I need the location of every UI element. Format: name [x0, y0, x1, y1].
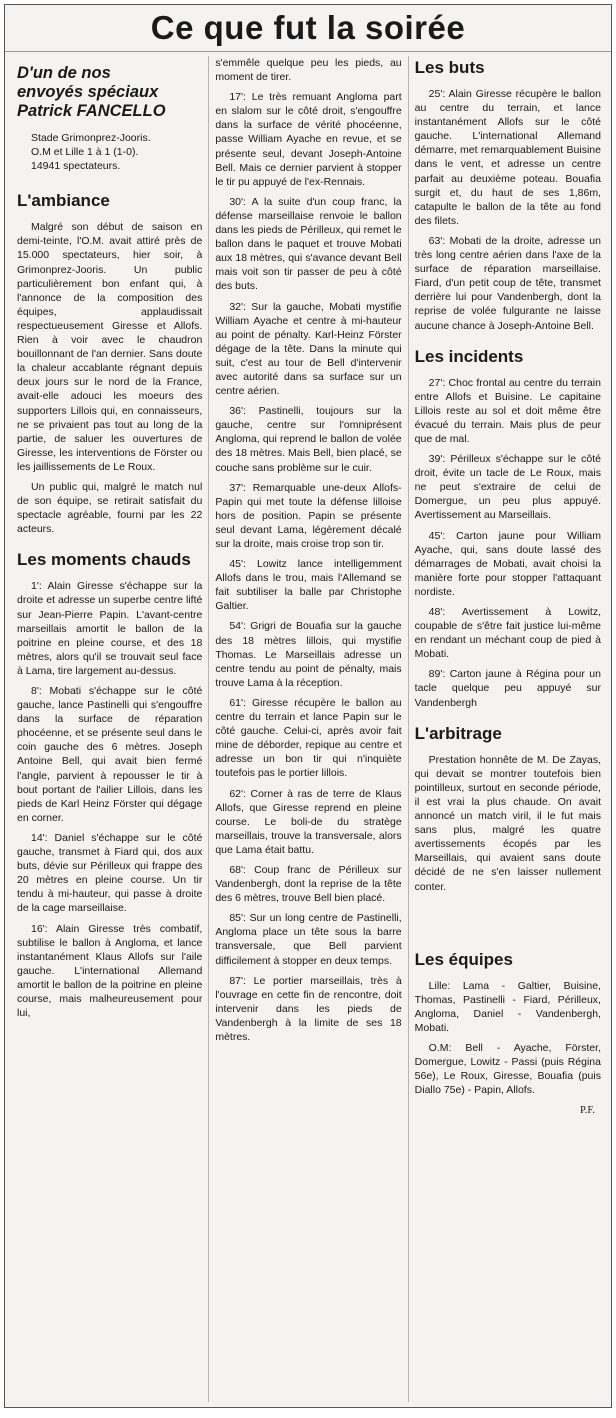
section-title-arbitrage: L'arbitrage [414, 723, 502, 743]
moment-paragraph: 85': Sur un long centre de Pastinelli, Angloma place un tête sous la barre transversale, que Bell parvient difficilement à stopper en deux temps. [215, 912, 402, 967]
moment-paragraph: 8': Mobati s'échappe sur le côté gauche, lance Pastinelli qui s'engouffre dans la surface de réparation phocéenne, et se présente seul dans le coin gauche des 6 mètres. Joseph Antoine Bell, qui avait bien fermé l'angle, parvient à repousser le tir à bout portant de l'ailier Lillois, dans les pieds de Karl Heinz Förster qui dégage en corner. [17, 685, 203, 824]
moment-paragraph: 62': Corner à ras de terre de Klaus Allofs, que Giresse reprend en pleine course. Le boli-de du stratège marseillais, trouve la transversale, alors que Lama était battu. [215, 787, 402, 856]
incident-paragraph: 45': Carton jaune pour William Ayache, qui, sans doute lassé des démarrages de Mobati, avait choisi la manière forte pour stopper l'attaquant nordiste. [414, 529, 601, 598]
moment-paragraph: 16': Alain Giresse très combatif, subtilise le ballon à Angloma, et lance instantanément Klaus Allofs sur l'aile gauche. L'international Allemand amortit le ballon de la poitrine en pleine course, mais malheureusement pour lui, [17, 922, 203, 1020]
section-title-buts: Les buts [414, 58, 485, 77]
moment-paragraph: 87': Le portier marseillais, très à l'ouvrage en cette fin de rencontre, doit intervenir dans les pieds de Vandenbergh à la limite de ses 18 mètres. [215, 974, 402, 1043]
goal-paragraph: 25': Alain Giresse récupère le ballon au centre du terrain, et lance instantanément Allofs sur le côté gauche. L'international Allemand démarre, met remarquablement Buisine dans le vent, et adresse un centre parfait au deuxième poteau. Bouafia surgit et, du haut de ses 1,86m, catapulte le ballon de la tête au fond des filets. [414, 88, 601, 227]
match-stadium: Stade Grimonprez-Jooris. [31, 132, 151, 144]
teams [415, 979, 601, 1098]
team-lille: Lille: Lama - Galtier, Buisine, Thomas, Pastinelli - Fiard, Périlleux, Angloma, Daniel - Vandenbergh, Mobati. [414, 979, 601, 1034]
article-columns [5, 52, 611, 1402]
referee-paragraph: Prestation honnête de M. De Zayas, qui devait se montrer toutefois bien pointilleux, surtout en seconde période, il est vrai la plus chaude. On avait annoncé un match viril, il le fut mais sans plus, malgré les quatre avertissements écopés par les Marseillais, qui avaient sans doute décidé de ne s'en laisser nullement conter. [414, 753, 601, 893]
moment-paragraph: 54': Grigri de Bouafia sur la gauche des 18 mètres lillois, qui mystifie Thomas. Le Marseillais adresse un centre tendu au point de pénalty, mais trouve Lama à la réception. [215, 620, 402, 689]
section-title-incidents: Les incidents [414, 346, 524, 366]
byline-line: D'un de nos [17, 64, 111, 82]
incident-paragraph: 27': Choc frontal au centre du terrain entre Allofs et Buisine. Le capitaine Lillois reste au sol et doit même être évacué du terrain. Mais plus de peur que de mal. [414, 376, 601, 445]
match-attendance: 14941 spectateurs. [31, 160, 121, 173]
column-3 [408, 56, 607, 1402]
moment-paragraph: 68': Coup franc de Périlleux sur Vandenbergh, dont la reprise de la tête des 6 mètres, trouve Bell bien placé. [215, 863, 402, 905]
column-spacer [415, 900, 601, 936]
match-info [17, 131, 202, 173]
moment-paragraph: 30': A la suite d'un coup franc, la défense marseillaise renvoie le ballon dans les pieds de Périlleux, qui remet le ballon dans le paquet et trouve Mobati aux 18 mètres, qui s'avance devant Bell mais voit son tir passer de peu à côté des buts. [215, 195, 402, 293]
section-title-ambiance: L'ambiance [17, 191, 110, 211]
incident-paragraph: 39': Périlleux s'échappe sur le côté droit, évite un tacle de Le Roux, mais ne peut s'extraire de celui de Domergue, un peu plus appuyé. Avertissement au Marseillais. [414, 453, 601, 522]
moment-paragraph: 14': Daniel s'échappe sur le côté gauche, transmet à Fiard qui, dos aux buts, dévie sur Périlleux qui frappe des 20 mètres en pleine course. Un tir tendu à mi-hauteur, qui passe à droite de la cage marseillaise. [17, 831, 203, 915]
byline [17, 64, 202, 121]
incident-paragraph: 48': Avertissement à Lowitz, coupable de s'être fait justice lui-même en rendant un méchant coup de pied à Mobati. [414, 606, 601, 661]
newspaper-page [4, 4, 612, 1408]
ambiance-paragraph: Un public qui, malgré le match nul de son équipe, se retirait satisfait du spectacle agréable, fourni par les 22 acteurs. [17, 480, 203, 536]
moment-paragraph: s'emmêle quelque peu les pieds, au moment de tirer. [215, 57, 402, 84]
moment-paragraph: 32': Sur la gauche, Mobati mystifie William Ayache et centre à mi-hauteur au point de pénalty. Karl-Heinz Förster dégage de la tête. Dans la minute qui suit, c'est au tour de Bell d'intervenir avec autorité dans sa surface sur un centre aérien. [215, 300, 402, 398]
byline-author: Patrick FANCELLO [17, 102, 166, 120]
moment-paragraph: 61': Giresse récupère le ballon au centre du terrain et lance Papin sur le côté gauche. Celui-ci, après avoir fait mine de déborder, repique au centre et adresse un bon tir qui n'inquiète toutefois pas le portier lillois. [215, 696, 402, 780]
match-score: O.M et Lille 1 à 1 (1-0). [31, 146, 139, 159]
team-om: O.M: Bell - Ayache, Förster, Domergue, Lowitz - Passi (puis Régina 56e), Le Roux, Giresse, Bouafia (puis Diallo 75e) - Papin, Allofs. [414, 1041, 601, 1097]
column-2 [208, 56, 407, 1402]
moment-paragraph: 1': Alain Giresse s'échappe sur la droite et adresse un superbe centre lifté sur Jean-Pierre Papin. L'avant-centre marseillais amortit le ballon de la poitrine en pleine course, et des 18 mètres, alors qu'il se trouvait seul face à Lama, tire largement au-dessus. [17, 580, 203, 677]
headline: Ce que fut la soirée [5, 5, 611, 52]
incident-paragraph: 89': Carton jaune à Régina pour un tacle quelque peu appuyé sur Vandenbergh [414, 668, 601, 709]
moment-paragraph: 37': Remarquable une-deux Allofs-Papin qui met toute la défense lilloise hors de position. Papin se présente seul devant Lama, légèrement décalé sur la droite, mais croise trop son tir. [215, 481, 402, 550]
section-title-equipes: Les équipes [414, 949, 513, 969]
byline-line: envoyés spéciaux [17, 83, 159, 101]
author-initials: P.F. [580, 1105, 595, 1117]
column-1 [9, 56, 208, 1402]
moment-paragraph: 45': Lowitz lance intelligemment Allofs dans le trou, mais l'Allemand se fait subtiliser la balle par Christophe Galtier. [215, 558, 402, 613]
ambiance-paragraph: Malgré son début de saison en demi-teinte, l'O.M. avait attiré près de 15.000 spectateurs, hier soir, à Grimonprez-Jooris. Un public particulièrement bon enfant qui, à l'annonce de la composition des équipes, applaudissait respectueusement Giresse et Allofs. Rien à voir avec le chaudron bouillonnant de l'an dernier. Sans doute la chaleur accablante régnant depuis deux jours sur le nord de la France, avait-elle adouci les moeurs des supporters Lillois qui, en connaisseurs, ne se privaient pas tout au long de la partie, de saluer les ouvertures de Giresse, les interventions de Förster ou les jaillissements de Le Roux. [17, 221, 203, 473]
section-title-moments: Les moments chauds [17, 550, 191, 570]
moment-paragraph: 17': Le très remuant Angloma part en slalom sur le côté droit, s'engouffre dans la surface de vérité phocéenne, passe William Ayache en revue, et se présente seul, devant Joseph-Antoine Bell. Mais ce dernier parvient à stopper le tir pu appuyé de l'ex-Rennais. [215, 91, 402, 188]
goal-paragraph: 63': Mobati de la droite, adresse un très long centre aérien dans l'axe de la surface de réparation marseillaise. Fiard, d'un petit coup de tête, transmet derrière lui pour Vandenbergh, dont la reprise de volée fulgurante ne laisse aucune chance à Joseph-Antoine Bell. [414, 234, 601, 332]
moment-paragraph: 36': Pastinelli, toujours sur la gauche, centre sur l'omniprésent Angloma, qui reprend le ballon de volée des 18 mètres. Mais Bell, bien placé, se couche sans problème sur le cuir. [215, 405, 402, 474]
